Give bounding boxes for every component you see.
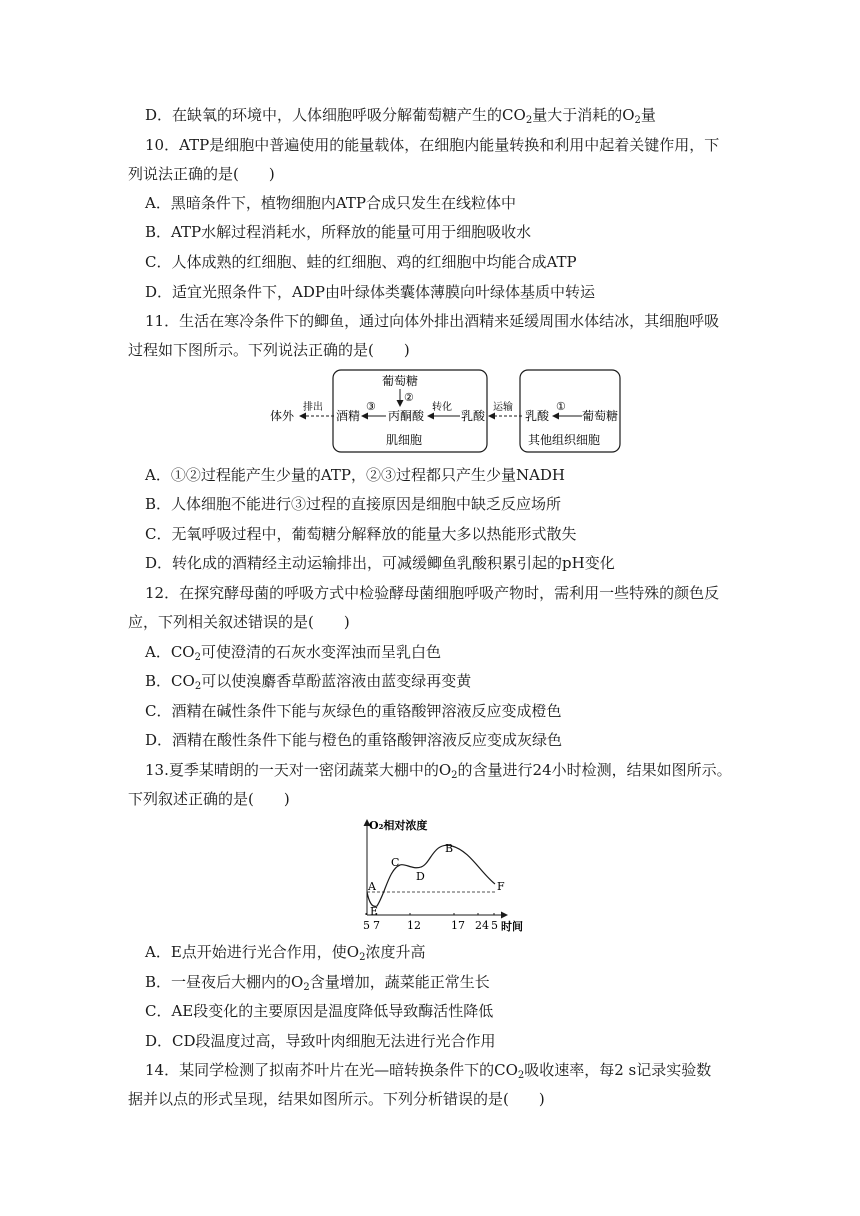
- q11-option-d: D．转化成的酒精经主动运输排出，可减缓鲫鱼乳酸积累引起的pH变化: [145, 554, 615, 572]
- glucose-top-label: 葡萄糖: [382, 374, 419, 388]
- q10-option-a: A．黑暗条件下，植物细胞内ATP合成只发生在线粒体中: [145, 194, 516, 212]
- point-label-d: D: [416, 870, 425, 883]
- q10-stem-line1: 10．ATP是细胞中普遍使用的能量载体，在细胞内能量转换和利用中起着关键作用，下: [145, 136, 720, 154]
- q10-option-c: C．人体成熟的红细胞、蛙的红细胞、鸡的红细胞中均能合成ATP: [145, 253, 577, 271]
- x-axis-label: 时间: [501, 920, 523, 933]
- muscle-cell-label: 肌细胞: [386, 433, 423, 447]
- glucose-other-label: 葡萄糖: [582, 409, 619, 423]
- muscle-lactate-label: 乳酸: [461, 409, 486, 423]
- q11-option-a: A．①②过程能产生少量的ATP，②③过程都只产生少量NADH: [145, 466, 566, 484]
- excrete-label: 排出: [303, 402, 323, 413]
- step3-label: ③: [366, 400, 376, 413]
- pyruvate-label: 丙酮酸: [388, 409, 425, 423]
- point-label-a: A: [368, 880, 376, 893]
- q10-option-b: B．ATP水解过程消耗水，所释放的能量可用于细胞吸收水: [145, 223, 532, 241]
- convert-label: 转化: [432, 402, 452, 413]
- x-tick-label: 5: [363, 919, 370, 932]
- point-labels: [367, 842, 505, 918]
- q11-stem-line2: 过程如下图所示。下列说法正确的是( ): [128, 341, 410, 359]
- y-axis-label: O₂相对浓度: [369, 819, 428, 832]
- transport-label: 运输: [493, 402, 513, 413]
- x-tick-label: 12: [407, 919, 421, 932]
- q14-stem-line2: 据并以点的形式呈现，结果如图所示。下列分析错误的是( ): [128, 1090, 545, 1108]
- q12-option-b: B．$CO_2$可以使溴麝香草酚蓝溶液由蓝变绿再变黄: [145, 672, 472, 692]
- o2-concentration-chart: [355, 814, 535, 936]
- q12-stem-line1: 12．在探究酵母菌的呼吸方式中检验酵母菌细胞呼吸产物时，需利用一些特殊的颜色反: [145, 584, 720, 602]
- q11-option-c: C．无氧呼吸过程中，葡萄糖分解释放的能量大多以热能形式散失: [145, 525, 577, 543]
- fish-respiration-diagram: [270, 368, 630, 456]
- step2-label: ②: [404, 391, 414, 404]
- q12-option-c: C．酒精在碱性条件下能与灰绿色的重铬酸钾溶液反应变成橙色: [145, 702, 562, 720]
- q14-stem-line1: 14．某同学检测了拟南芥叶片在光—暗转换条件下的$CO_2$吸收速率，每2 s记录实验数: [145, 1061, 712, 1081]
- x-tick-label: 17: [451, 919, 465, 932]
- q13-option-d: D．CD段温度过高，导致叶肉细胞无法进行光合作用: [145, 1032, 496, 1050]
- q12-option-d: D．酒精在酸性条件下能与橙色的重铬酸钾溶液反应变成灰绿色: [145, 731, 563, 749]
- q13-option-a: A．E点开始进行光合作用，使$O_2$浓度升高: [145, 943, 426, 963]
- step1-label: ①: [556, 400, 566, 413]
- point-label-f: F: [497, 880, 505, 893]
- q11-option-b: B．人体细胞不能进行③过程的直接原因是细胞中缺乏反应场所: [145, 495, 562, 513]
- tick-labels: [363, 913, 498, 932]
- outside-label: 体外: [270, 409, 295, 423]
- q10-stem-line2: 列说法正确的是( ): [128, 165, 275, 183]
- q13-option-c: C．AE段变化的主要原因是温度降低导致酶活性降低: [145, 1002, 494, 1020]
- point-label-e: E: [370, 905, 379, 918]
- q9-option-d: D．在缺氧的环境中，人体细胞呼吸分解葡萄糖产生的$CO_2$量大于消耗的$O_2$量: [145, 106, 656, 126]
- q13-stem-line1: 13.夏季某晴朗的一天对一密闭蔬菜大棚中的$O_2$的含量进行24小时检测，结果如图所示。: [145, 761, 732, 781]
- x-tick-label: 24: [475, 919, 489, 932]
- q10-option-d: D．适宜光照条件下，ADP由叶绿体类囊体薄膜向叶绿体基质中转运: [145, 283, 595, 301]
- other-cells-label: 其他组织细胞: [528, 433, 601, 447]
- q12-stem-line2: 应，下列相关叙述错误的是( ): [128, 613, 350, 631]
- x-tick-label: 7: [373, 919, 380, 932]
- point-label-b: B: [445, 842, 454, 855]
- q11-stem-line1: 11．生活在寒冷条件下的鲫鱼，通过向体外排出酒精来延缓周围水体结冰，其细胞呼吸: [145, 312, 720, 330]
- alcohol-label: 酒精: [336, 409, 361, 423]
- point-label-c: C: [391, 856, 400, 869]
- other-lactate-label: 乳酸: [525, 409, 550, 423]
- q13-option-b: B．一昼夜后大棚内的$O_2$含量增加，蔬菜能正常生长: [145, 973, 490, 993]
- o2-curve: [367, 845, 495, 906]
- q13-stem-line2: 下列叙述正确的是( ): [128, 790, 290, 808]
- q12-option-a: A．$CO_2$可使澄清的石灰水变浑浊而呈乳白色: [145, 643, 441, 663]
- x-tick-label: 5: [491, 919, 498, 932]
